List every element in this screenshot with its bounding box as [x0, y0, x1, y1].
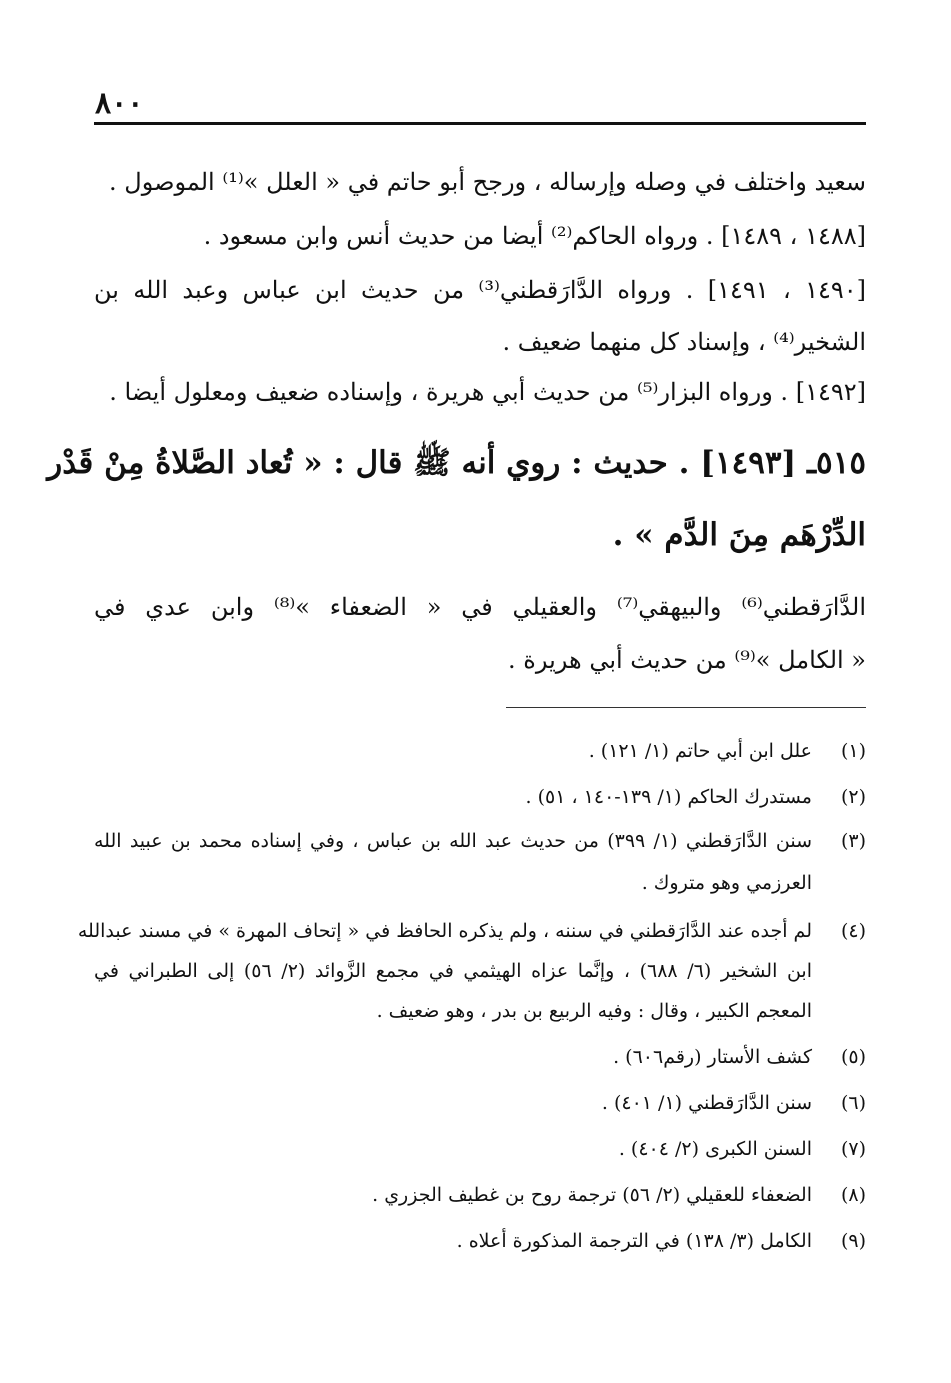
- footnote-text: كشف الأستار (رقم٦٠٦) .: [613, 1046, 812, 1068]
- footnote-number: (٩): [840, 1230, 866, 1252]
- footnote-text: علل ابن أبي حاتم (١/ ١٢١) .: [588, 740, 812, 762]
- body-line: « الكامل »⁽⁹⁾ من حديث أبي هريرة .: [508, 646, 866, 674]
- footnote-number: (٣): [840, 830, 866, 852]
- footnote-text: سنن الدَّارَقطني (١/ ٤٠١) .: [601, 1092, 812, 1114]
- footnote-text: الكامل (٣/ ١٣٨) في الترجمة المذكورة أعلاه .: [456, 1230, 812, 1252]
- heading-line: ٥١٥ـ [١٤٩٣] . حديث : روي أنه ﷺ قال : « تُعاد الصَّلاةُ مِنْ قَدْر: [47, 445, 866, 481]
- body-line: [١٤٨٨ ، ١٤٨٩] . ورواه الحاكم⁽²⁾ أيضا من حديث أنس وابن مسعود .: [203, 222, 866, 250]
- footnote-text: لم أجده عند الدَّارَقطني في سننه ، ولم يذكره الحافظ في « إتحاف المهرة » في مسند عبدالله: [77, 920, 812, 942]
- body-line: الشخير⁽⁴⁾ ، وإسناد كل منهما ضعيف .: [502, 328, 866, 356]
- footnote-number: (١): [840, 740, 866, 762]
- footnote-text: المعجم الكبير ، وقال : وفيه الربيع بن بدر ، وهو ضعيف .: [376, 1000, 812, 1022]
- body-line: الدَّارَقطني⁽⁶⁾ والبيهقي⁽⁷⁾ والعقيلي في « الضعفاء »⁽⁸⁾ وابن عدي في: [94, 593, 866, 621]
- footnote-text: السنن الكبرى (٢/ ٤٠٤) .: [618, 1138, 812, 1160]
- footnote-separator: [506, 707, 866, 708]
- footnote-text: ابن الشخير (٦/ ٦٨٨) ، وإنَّما عزاه الهيثمي في مجمع الزَّوائد (٢/ ٥٦) إلى الطبراني في: [94, 960, 812, 982]
- footnote-number: (٢): [840, 786, 866, 808]
- footnote-text: سنن الدَّارَقطني (١/ ٣٩٩) من حديث عبد الله بن عباس ، وفي إسناده محمد بن عبيد الله: [94, 830, 812, 852]
- footnote-text: العرزمي وهو متروك .: [641, 872, 812, 894]
- footnote-number: (٤): [840, 920, 866, 942]
- footnote-number: (٧): [840, 1138, 866, 1160]
- footnote-text: مستدرك الحاكم (١/ ١٣٩-١٤٠ ، ٥١) .: [525, 786, 812, 808]
- footnote-number: (٥): [840, 1046, 866, 1068]
- footnote-number: (٨): [840, 1184, 866, 1206]
- body-line: [١٤٩٠ ، ١٤٩١] . ورواه الدَّارَقطني⁽³⁾ من حديث ابن عباس وعبد الله بن: [94, 276, 866, 304]
- footnote-text: الضعفاء للعقيلي (٢/ ٥٦) ترجمة روح بن غطيف الجزري .: [372, 1184, 812, 1206]
- body-line: [١٤٩٢] . ورواه البزار⁽⁵⁾ من حديث أبي هريرة ، وإسناده ضعيف ومعلول أيضا .: [109, 378, 866, 406]
- body-line: سعيد واختلف في وصله وإرساله ، ورجح أبو حاتم في « العلل »⁽¹⁾ الموصول .: [109, 168, 866, 196]
- page-number: ٨٠٠: [95, 86, 144, 121]
- header-rule: [94, 122, 866, 125]
- heading-line: الدِّرْهَم مِنَ الدَّم » .: [612, 517, 866, 553]
- footnote-number: (٦): [840, 1092, 866, 1114]
